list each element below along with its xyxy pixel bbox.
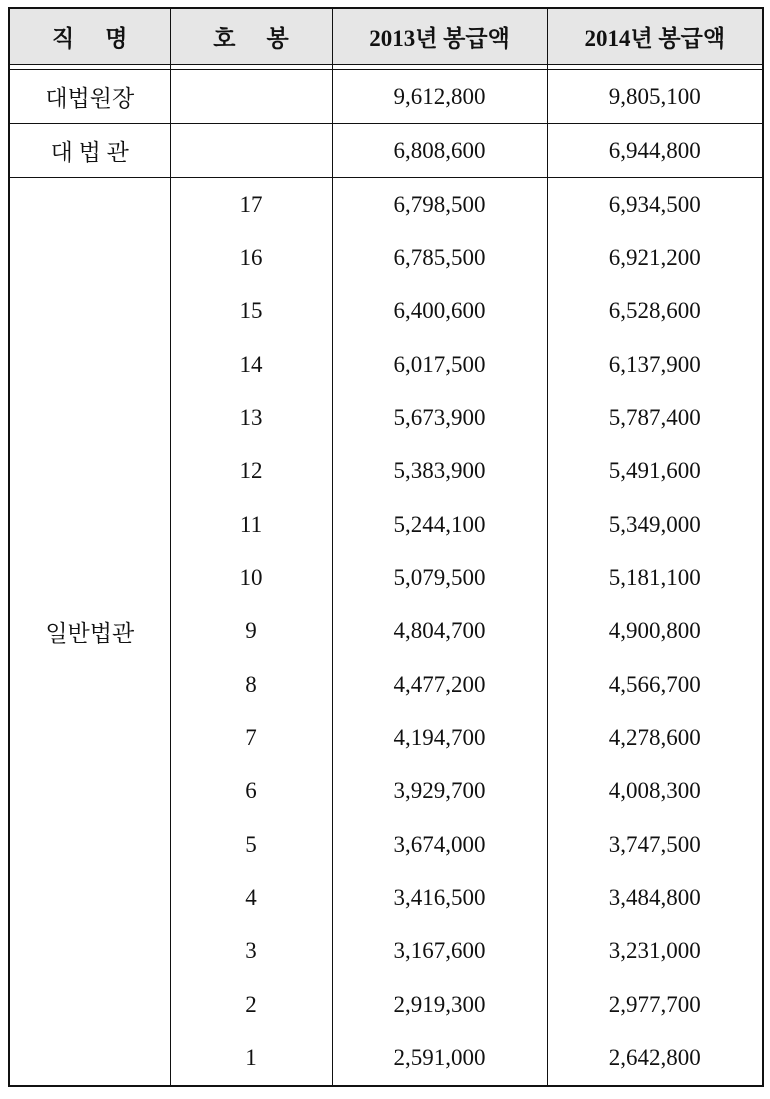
row-2014: 4,566,700	[547, 658, 763, 711]
header-grade: 호 봉	[170, 8, 332, 65]
row-2014: 9,805,100	[547, 70, 763, 124]
row-2014: 6,944,800	[547, 124, 763, 178]
row-2013: 2,919,300	[332, 978, 547, 1031]
row-2014: 4,900,800	[547, 605, 763, 658]
row-grade	[170, 124, 332, 178]
row-2013: 6,785,500	[332, 231, 547, 284]
row-2013: 6,017,500	[332, 338, 547, 391]
row-2013: 4,194,700	[332, 711, 547, 764]
table-body	[9, 65, 763, 1086]
row-2013: 2,591,000	[332, 1032, 547, 1086]
row-2014: 4,008,300	[547, 765, 763, 818]
row-2014: 5,349,000	[547, 498, 763, 551]
row-2014: 2,642,800	[547, 1032, 763, 1086]
header-2013: 2013년 봉급액	[332, 8, 547, 65]
row-grade: 10	[170, 551, 332, 604]
row-2013: 5,079,500	[332, 551, 547, 604]
row-2013: 5,673,900	[332, 391, 547, 444]
row-2014: 3,484,800	[547, 871, 763, 924]
salary-table	[8, 7, 764, 1087]
row-grade: 1	[170, 1032, 332, 1086]
row-grade: 15	[170, 285, 332, 338]
row-2013: 6,808,600	[332, 124, 547, 178]
row-2013: 4,477,200	[332, 658, 547, 711]
row-2014: 5,491,600	[547, 445, 763, 498]
row-2014: 2,977,700	[547, 978, 763, 1031]
header-2014: 2014년 봉급액	[547, 8, 763, 65]
row-grade: 3	[170, 925, 332, 978]
row-grade: 13	[170, 391, 332, 444]
row-2013: 3,929,700	[332, 765, 547, 818]
row-2014: 3,231,000	[547, 925, 763, 978]
row-grade: 12	[170, 445, 332, 498]
table-row	[9, 124, 763, 178]
row-2013: 6,400,600	[332, 285, 547, 338]
row-grade: 11	[170, 498, 332, 551]
table-header	[9, 8, 763, 65]
row-2014: 6,528,600	[547, 285, 763, 338]
row-title: 대 법 관	[9, 124, 170, 178]
row-2014: 5,181,100	[547, 551, 763, 604]
table-row	[9, 178, 763, 232]
row-2013: 6,798,500	[332, 178, 547, 232]
row-grade: 14	[170, 338, 332, 391]
row-grade: 2	[170, 978, 332, 1031]
row-2014: 5,787,400	[547, 391, 763, 444]
row-grade: 8	[170, 658, 332, 711]
row-2014: 6,934,500	[547, 178, 763, 232]
table-row	[9, 70, 763, 124]
row-2014: 3,747,500	[547, 818, 763, 871]
row-title: 대법원장	[9, 70, 170, 124]
row-grade: 4	[170, 871, 332, 924]
row-2013: 3,674,000	[332, 818, 547, 871]
row-2013: 5,383,900	[332, 445, 547, 498]
row-2013: 4,804,700	[332, 605, 547, 658]
row-grade: 9	[170, 605, 332, 658]
row-2013: 9,612,800	[332, 70, 547, 124]
row-2014: 4,278,600	[547, 711, 763, 764]
row-grade: 17	[170, 178, 332, 232]
row-grade: 6	[170, 765, 332, 818]
row-2014: 6,137,900	[547, 338, 763, 391]
row-grade	[170, 70, 332, 124]
row-2013: 3,167,600	[332, 925, 547, 978]
row-grade: 7	[170, 711, 332, 764]
row-grade: 5	[170, 818, 332, 871]
row-2013: 3,416,500	[332, 871, 547, 924]
row-2014: 6,921,200	[547, 231, 763, 284]
row-grade: 16	[170, 231, 332, 284]
row-title-general: 일반법관	[9, 178, 170, 1086]
header-title: 직 명	[9, 8, 170, 65]
row-2013: 5,244,100	[332, 498, 547, 551]
